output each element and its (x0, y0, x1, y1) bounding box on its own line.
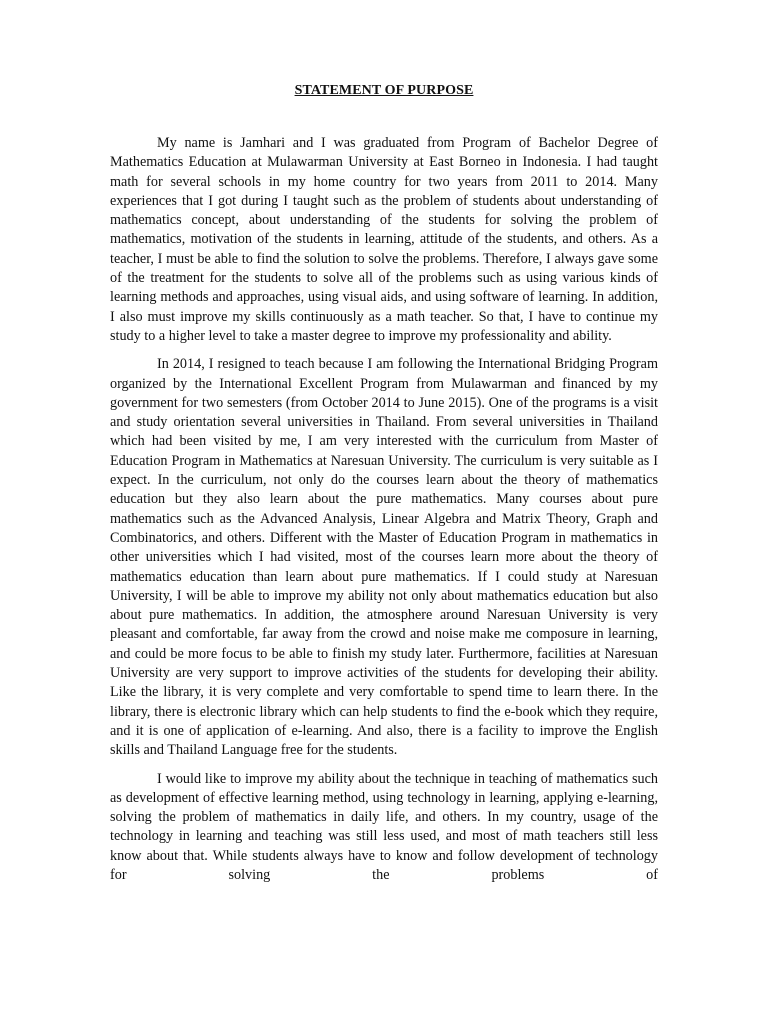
document-title: STATEMENT OF PURPOSE (294, 83, 474, 98)
document-body (110, 134, 658, 894)
paragraph-2: In 2014, I resigned to teach because I am following the International Bridging Program organized by the International Excellent Program from Mulawarman and financed by my government for two semesters (from October 2014 to June 2015). One of the programs is a visit and study orientation several universities in Thailand. From several universities in Thailand which had been visited by me, I am very interested with the curriculum from Master of Education Program in Mathematics at Naresuan University. The curriculum is very suitable as I expect. In the curriculum, not only do the courses learn about the theory of mathematics education but they also learn about the pure mathematics. Many courses about pure mathematics such as the Advanced Analysis, Linear Algebra and Matrix Theory, Graph and Combinatorics, and others. Different with the Master of Education Program in mathematics in other universities which I had visited, most of the courses learn more about the theory of mathematics education than learn about pure mathematics. If I could study at Naresuan University, I will be able to improve my ability not only about mathematics education but also about pure mathematics. In addition, the atmosphere around Naresuan University is very pleasant and comfortable, far away from the crowd and noise make me composure in learning, and could be more focus to be able to finish my study later. Furthermore, facilities at Naresuan University are very support to improve activities of the students for developing their ability. Like the library, it is very complete and very comfortable to spend time to learn there. In the library, there is electronic library which can help students to find the e-book which they require, and it is one of application of e-learning. And also, there is a facility to improve the English skills and Thailand Language free for the students. (110, 356, 658, 759)
paragraph-1: My name is Jamhari and I was graduated from Program of Bachelor Degree of Mathematics Education at Mulawarman University at East Borneo in Indonesia. I had taught math for several schools in my home country for two years from 2011 to 2014. Many experiences that I got during I taught such as the problem of students about understanding of mathematics concept, about understanding of the students for solving the problem of mathematics, motivation of the students in learning, attitude of the students, and others. As a teacher, I must be able to find the solution to solve the problems. Therefore, I always gave some of the treatment for the students to solve all of the problems such as using various kinds of learning methods and approaches, using visual aids, and using software of learning. In addition, I also must improve my skills continuously as a math teacher. So that, I have to continue my study to a higher level to take a master degree to improve my professionality and ability. (110, 135, 658, 344)
paragraph-3: I would like to improve my ability about the technique in teaching of mathematics such as development of effective learning method, using technology in learning, applying e-learning, solving the problem of mathematics in daily life, and others. In my country, usage of the technology in learning and teaching was still less used, and most of math teachers still less know about that. While students always have to know and follow development of technology for solving the problems of (110, 770, 658, 883)
